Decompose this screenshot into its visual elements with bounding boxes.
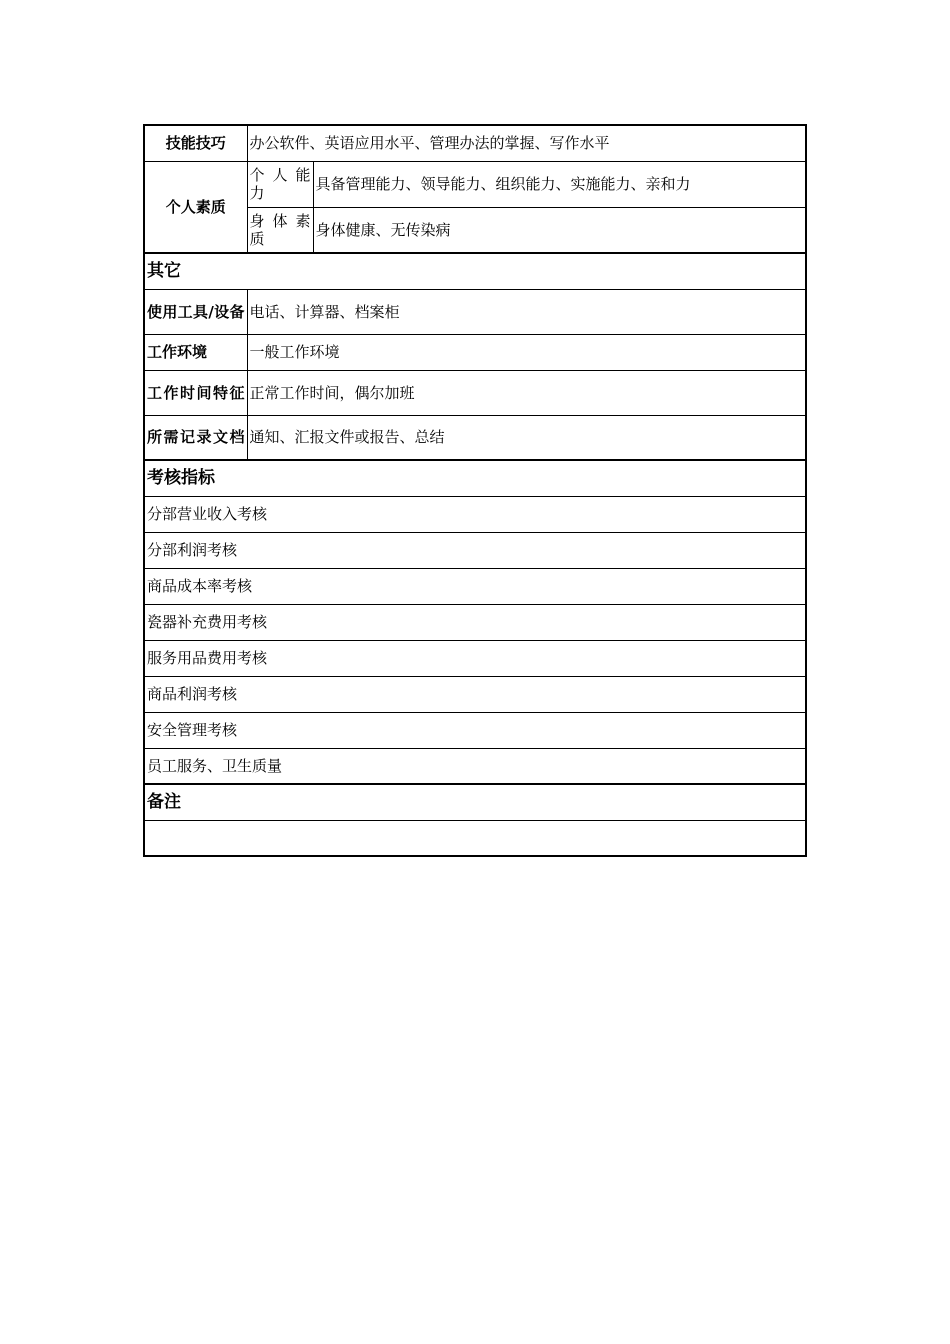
kpi-row xyxy=(144,568,806,604)
kpi-row xyxy=(144,712,806,748)
kpi-item: 员工服务、卫生质量 xyxy=(144,748,806,784)
other-label: 工作时间特征 xyxy=(144,370,247,415)
other-row xyxy=(144,334,806,370)
skills-label: 技能技巧 xyxy=(144,125,247,161)
kpi-item: 分部利润考核 xyxy=(144,532,806,568)
kpi-row xyxy=(144,676,806,712)
notes-row xyxy=(144,820,806,856)
other-label: 工作环境 xyxy=(144,334,247,370)
kpi-section-header xyxy=(144,460,806,496)
quality-value-ability: 具备管理能力、领导能力、组织能力、实施能力、亲和力 xyxy=(313,161,806,207)
quality-value-physical: 身体健康、无传染病 xyxy=(313,207,806,253)
kpi-item: 瓷器补充费用考核 xyxy=(144,604,806,640)
kpi-title: 考核指标 xyxy=(144,460,806,496)
kpi-item: 商品成本率考核 xyxy=(144,568,806,604)
kpi-row xyxy=(144,640,806,676)
kpi-item: 服务用品费用考核 xyxy=(144,640,806,676)
kpi-row xyxy=(144,496,806,532)
other-title: 其它 xyxy=(144,253,806,289)
notes-value xyxy=(144,820,806,856)
form-table xyxy=(143,124,807,857)
quality-sub-physical: 身 体 素质 xyxy=(247,207,313,253)
notes-title: 备注 xyxy=(144,784,806,820)
other-value: 通知、汇报文件或报告、总结 xyxy=(247,415,806,460)
quality-label: 个人素质 xyxy=(144,161,247,253)
kpi-item: 安全管理考核 xyxy=(144,712,806,748)
kpi-row xyxy=(144,532,806,568)
other-row xyxy=(144,415,806,460)
other-row xyxy=(144,289,806,334)
skills-value: 办公软件、英语应用水平、管理办法的掌握、写作水平 xyxy=(247,125,806,161)
quality-sub-ability: 个 人 能力 xyxy=(247,161,313,207)
other-section-header xyxy=(144,253,806,289)
kpi-item: 商品利润考核 xyxy=(144,676,806,712)
job-description-table xyxy=(143,124,807,857)
other-row xyxy=(144,370,806,415)
other-label: 使用工具/设备 xyxy=(144,289,247,334)
other-value: 电话、计算器、档案柜 xyxy=(247,289,806,334)
other-label: 所需记录文档 xyxy=(144,415,247,460)
quality-row-ability xyxy=(144,161,806,207)
kpi-item: 分部营业收入考核 xyxy=(144,496,806,532)
other-value: 一般工作环境 xyxy=(247,334,806,370)
notes-section-header xyxy=(144,784,806,820)
kpi-row xyxy=(144,748,806,784)
kpi-row xyxy=(144,604,806,640)
skills-row xyxy=(144,125,806,161)
other-value: 正常工作时间，偶尔加班 xyxy=(247,370,806,415)
